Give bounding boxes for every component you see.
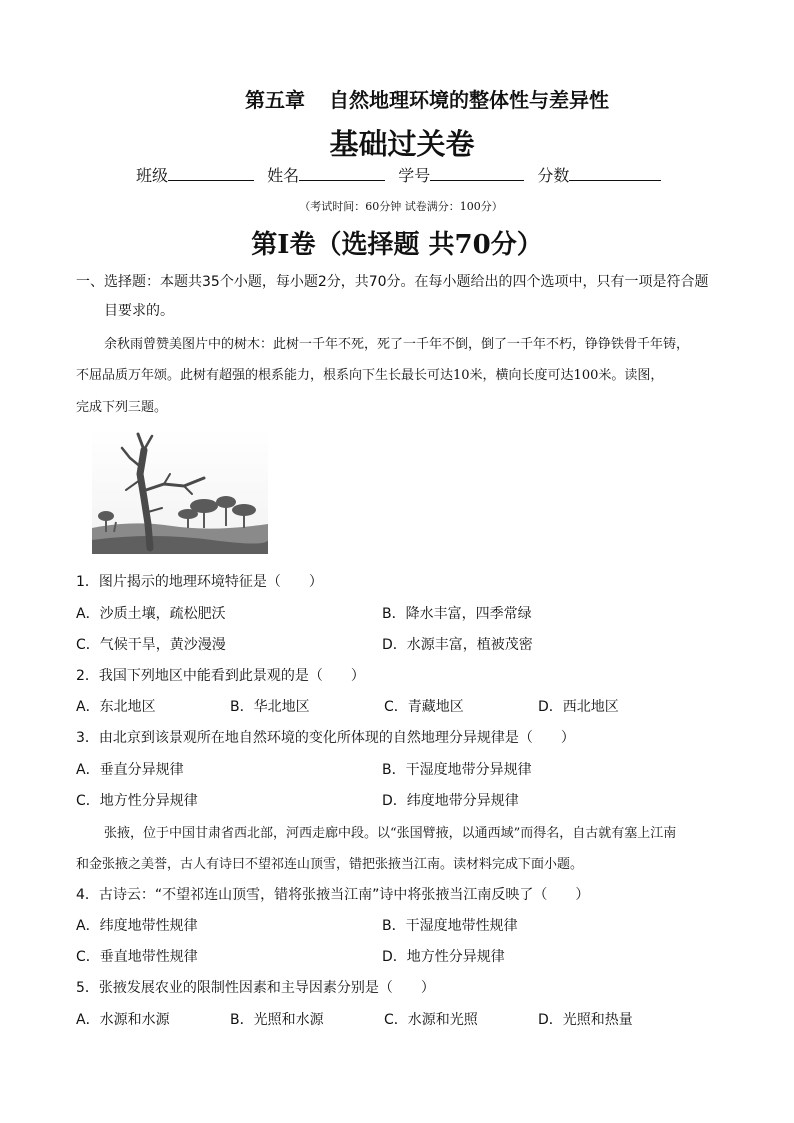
chapter-title: 自然地理环境的整体性与差异性 xyxy=(329,88,609,112)
passage2-line-2: 和金张掖之美誉，古人有诗曰不望祁连山顶雪，错把张掖当江南。读材料完成下面小题。 xyxy=(76,857,584,872)
exam-info: （考试时间：60分钟 试卷满分：100分） xyxy=(299,200,503,213)
question-4: 4．古诗云：“不望祁连山顶雪，错将张掖当江南”诗中将张掖当江南反映了（ ） xyxy=(76,887,590,903)
question-1-option-b[interactable]: B．降水丰富，四季常绿 xyxy=(382,606,532,622)
question-5-option-a[interactable]: A．水源和水源 xyxy=(76,1012,170,1028)
volume-title: 第Ⅰ卷（选择题 共70分） xyxy=(251,230,543,260)
passage2-line-1: 张掖，位于中国甘肃省西北部，河西走廊中段。以“张国臂掖，以通西域”而得名，自古就有塞上江南 xyxy=(104,826,677,841)
name-label: 姓名 xyxy=(267,166,300,185)
passage1-line-3: 完成下列三题。 xyxy=(76,400,168,415)
question-4-option-b[interactable]: B．干湿度地带性规律 xyxy=(382,918,518,934)
question-5-option-b[interactable]: B．光照和水源 xyxy=(230,1012,324,1028)
question-2: 2．我国下列地区中能看到此景观的是（ ） xyxy=(76,668,365,684)
question-3-option-b[interactable]: B．干湿度地带分异规律 xyxy=(382,762,532,778)
question-3-option-d[interactable]: D．纬度地带分异规律 xyxy=(382,793,519,809)
score-label: 分数 xyxy=(537,166,570,185)
question-5: 5．张掖发展农业的限制性因素和主导因素分别是（ ） xyxy=(76,980,435,996)
paper-subtitle: 基础过关卷 xyxy=(329,127,475,161)
passage1-line-1: 余秋雨曾赞美图片中的树木：此树一千年不死，死了一千年不倒，倒了一千年不朽，铮铮铁骨千年铸， xyxy=(104,337,690,352)
instructions-line-2: 目要求的。 xyxy=(104,303,174,319)
question-1-option-a[interactable]: A．沙质土壤，疏松肥沃 xyxy=(76,606,226,622)
question-5-option-d[interactable]: D．光照和热量 xyxy=(538,1012,633,1028)
passage1-line-2: 不屈品质万年颂。此树有超强的根系能力，根系向下生长最长可达10米，横向长度可达100米。读图， xyxy=(76,368,664,383)
question-2-option-d[interactable]: D．西北地区 xyxy=(538,699,619,715)
question-1-option-d[interactable]: D．水源丰富，植被茂密 xyxy=(382,637,533,653)
student-id-blank[interactable] xyxy=(430,166,524,181)
question-2-option-a[interactable]: A．东北地区 xyxy=(76,699,156,715)
chapter-label: 第五章 xyxy=(245,88,305,112)
question-5-option-c[interactable]: C．水源和光照 xyxy=(384,1012,478,1028)
class-blank[interactable] xyxy=(168,166,254,181)
question-3-option-c[interactable]: C．地方性分异规律 xyxy=(76,793,198,809)
score-blank[interactable] xyxy=(569,166,661,181)
question-2-option-c[interactable]: C．青藏地区 xyxy=(384,699,464,715)
question-3: 3．由北京到该景观所在地自然环境的变化所体现的自然地理分异规律是（ ） xyxy=(76,730,575,746)
question-4-option-a[interactable]: A．纬度地带性规律 xyxy=(76,918,198,934)
dead-tree-photo xyxy=(92,428,268,554)
question-1-option-c[interactable]: C．气候干旱，黄沙漫漫 xyxy=(76,637,226,653)
student-id-label: 学号 xyxy=(398,166,431,185)
question-1: 1．图片揭示的地理环境特征是（ ） xyxy=(76,574,323,590)
name-blank[interactable] xyxy=(299,166,385,181)
class-label: 班级 xyxy=(136,166,169,185)
chapter-heading xyxy=(0,84,794,113)
question-4-option-c[interactable]: C．垂直地带性规律 xyxy=(76,949,198,965)
question-2-option-b[interactable]: B．华北地区 xyxy=(230,699,310,715)
question-3-option-a[interactable]: A．垂直分异规律 xyxy=(76,762,184,778)
student-info-fields xyxy=(136,163,669,186)
instructions-line-1: 一、选择题：本题共35个小题，每小题2分，共70分。在每小题给出的四个选项中，只有一项是符合题 xyxy=(76,274,709,290)
question-4-option-d[interactable]: D．地方性分异规律 xyxy=(382,949,505,965)
